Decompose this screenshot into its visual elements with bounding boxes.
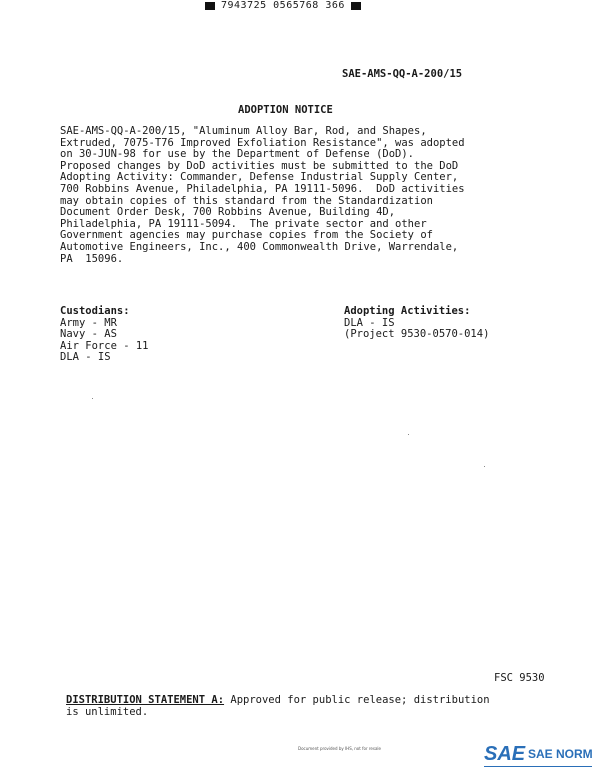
scan-speck xyxy=(408,434,409,435)
fsc-code: FSC 9530 xyxy=(494,672,545,684)
adopting-activities-heading: Adopting Activities: xyxy=(344,305,471,317)
custodian-item: Air Force - 11 xyxy=(60,339,149,352)
footer-notice: Document provided by IHS, not for resale xyxy=(298,746,381,751)
barcode-header xyxy=(205,0,361,11)
scan-speck xyxy=(484,466,485,467)
logo-text: SAE NORM xyxy=(528,747,593,761)
distribution-text: Approved for public release; distribution xyxy=(224,694,490,706)
custodian-item: Army - MR xyxy=(60,316,117,329)
adopting-activity-item: DLA - IS xyxy=(344,316,395,329)
barcode-mark-right xyxy=(351,2,361,10)
distribution-label: DISTRIBUTION STATEMENT A: xyxy=(66,694,225,706)
notice-title: ADOPTION NOTICE xyxy=(238,104,333,116)
scan-speck xyxy=(92,398,93,399)
sae-logo-icon xyxy=(484,740,594,772)
distribution-continuation: is unlimited. xyxy=(66,705,149,718)
adopting-activities-block xyxy=(344,306,489,341)
svg-text:SAE: SAE xyxy=(484,743,526,765)
document-id: SAE-AMS-QQ-A-200/15 xyxy=(342,68,463,80)
barcode-mark-left xyxy=(205,2,215,10)
distribution-statement xyxy=(66,695,566,718)
notice-body: SAE-AMS-QQ-A-200/15, "Aluminum Alloy Bar, Rod, and Shapes, Extruded, 7075-T76 Improved Exfoliation Resistance", was adopted on 30-JUN-98 for use by the Department of Defense (DoD). Proposed changes by DoD activities must be submitted to the DoD Adopting Activity: Commander, Defense Industrial Supply Center, 700 Robbins Avenue, Philadelphia, PA 19111-5096. DoD activities may obtain copies of this standard from the Standardization Document Order Desk, 700 Robbins Avenue, Building 4D, Philadelphia, PA 19111-5094. The private sector and other Government agencies may purchase copies from the Society of Automotive Engineers, Inc., 400 Commonwealth Drive, Warrendale, PA 15096. xyxy=(60,125,465,265)
custodian-item: Navy - AS xyxy=(60,328,117,341)
adopting-activity-item: (Project 9530-0570-014) xyxy=(344,328,490,341)
custodian-item: DLA - IS xyxy=(60,351,111,364)
custodians-heading: Custodians: xyxy=(60,305,130,317)
barcode-text: 7943725 0565768 366 xyxy=(221,0,345,11)
sae-norm-logo xyxy=(484,740,594,772)
custodians-block xyxy=(60,306,149,364)
